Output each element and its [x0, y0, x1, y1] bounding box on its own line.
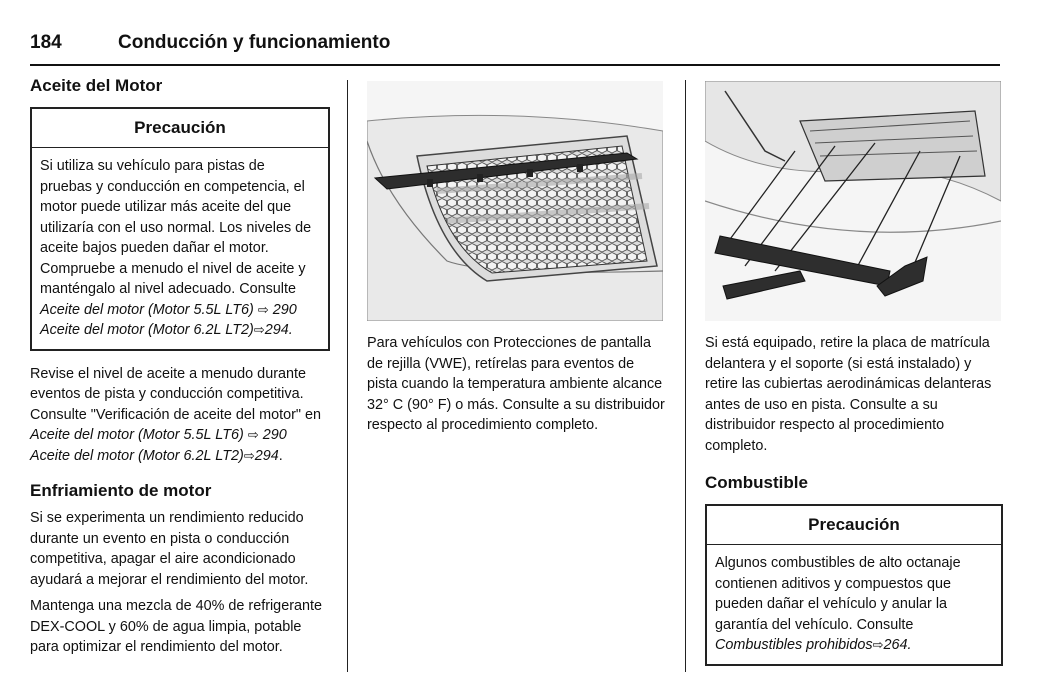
column-left	[30, 75, 330, 658]
page-ref[interactable]: 290	[272, 301, 297, 318]
column-divider	[347, 80, 348, 672]
grille-caption: Para vehículos con Protecciones de pantalla de rejilla (VWE), retírelas para eventos de pista cuando la temperatura ambiente alcance 32° C (90° F) o más. Consulte a su distribuidor respecto al procedimiento completo.	[367, 335, 665, 433]
cooling-paragraph-1: Si se experimenta un rendimiento reducido durante un evento en pista o conducción competitiva, apagar el aire acondicionado ayudará a mejorar el rendimiento del motor.	[30, 510, 309, 588]
arrow-icon: ⇨	[872, 637, 884, 652]
arrow-icon: ⇨	[257, 301, 269, 317]
column-divider	[685, 80, 686, 672]
caution-box-fuel	[705, 504, 1003, 666]
page-ref[interactable]: 290	[262, 427, 287, 443]
heading-engine-cooling: Enfriamiento de motor	[30, 481, 212, 500]
link-oil-lt6[interactable]: Aceite del motor (Motor 5.5L LT6)	[40, 301, 254, 318]
link-oil-lt2[interactable]: Aceite del motor (Motor 6.2L LT2)	[30, 447, 244, 464]
page-header	[30, 30, 1000, 66]
aero-covers-illustration	[705, 81, 1001, 321]
link-oil-lt6[interactable]: Aceite del motor (Motor 5.5L LT6)	[30, 427, 244, 443]
caution-title: Precaución	[32, 109, 328, 148]
arrow-icon: ⇨	[247, 427, 259, 442]
caution-text: Si utiliza su vehículo para pistas de pruebas y conducción en competencia, el motor puede utilizar más aceite del que utilizaría con el uso normal. Los niveles de aceite bajos pueden dañar el motor. Compruebe a menudo el nivel de aceite y manténgalo al nivel adecuado. Consulte Aceite del motor (Motor 5.5L LT6) ⇨ 290 Aceite del motor (Motor 6.2L LT2)⇨294.	[40, 158, 312, 338]
page-ref[interactable]: 264	[883, 637, 908, 653]
grille-screen-illustration	[367, 81, 663, 321]
page-ref[interactable]: 294	[254, 447, 279, 464]
link-prohibited-fuels[interactable]: Combustibles prohibidos	[715, 637, 873, 653]
caution-box-oil	[30, 107, 330, 351]
heading-engine-oil: Aceite del Motor	[30, 76, 163, 95]
cooling-paragraph-2: Mantenga una mezcla de 40% de refrigerante DEX-COOL y 60% de agua limpia, potable para optimizar el rendimiento del motor.	[30, 598, 322, 655]
section-title: Conducción y funcionamiento	[118, 32, 391, 53]
arrow-icon: ⇨	[253, 322, 265, 337]
column-right	[705, 75, 1003, 666]
oil-paragraph: Revise el nivel de aceite a menudo durante eventos de pista y conducción competitiva. Consulte "Verificación de aceite del motor" en Aceite del motor (Motor 5.5L LT6) ⇨ 290 Aceite del motor (Motor 6.2L LT2)⇨294.	[30, 365, 321, 464]
arrow-icon: ⇨	[243, 447, 255, 463]
column-middle	[367, 75, 667, 436]
page-ref[interactable]: 294	[264, 322, 289, 338]
heading-fuel: Combustible	[705, 473, 808, 492]
page-number: 184	[30, 32, 62, 53]
link-oil-lt2[interactable]: Aceite del motor (Motor 6.2L LT2)	[40, 322, 254, 338]
fuel-caution-text: Algunos combustibles de alto octanaje contienen aditivos y compuestos que pueden dañar el vehículo y anular la garantía del vehículo. Consulte Combustibles prohibidos⇨264.	[715, 555, 961, 653]
caution-title: Precaución	[707, 506, 1001, 545]
aero-caption: Si está equipado, retire la placa de matrícula delantera y el soporte (si está instalado) y retire las cubiertas aerodinámicas delanteras antes de uso en pista. Consulte a su distribuidor respecto al procedimiento completo.	[705, 335, 992, 454]
